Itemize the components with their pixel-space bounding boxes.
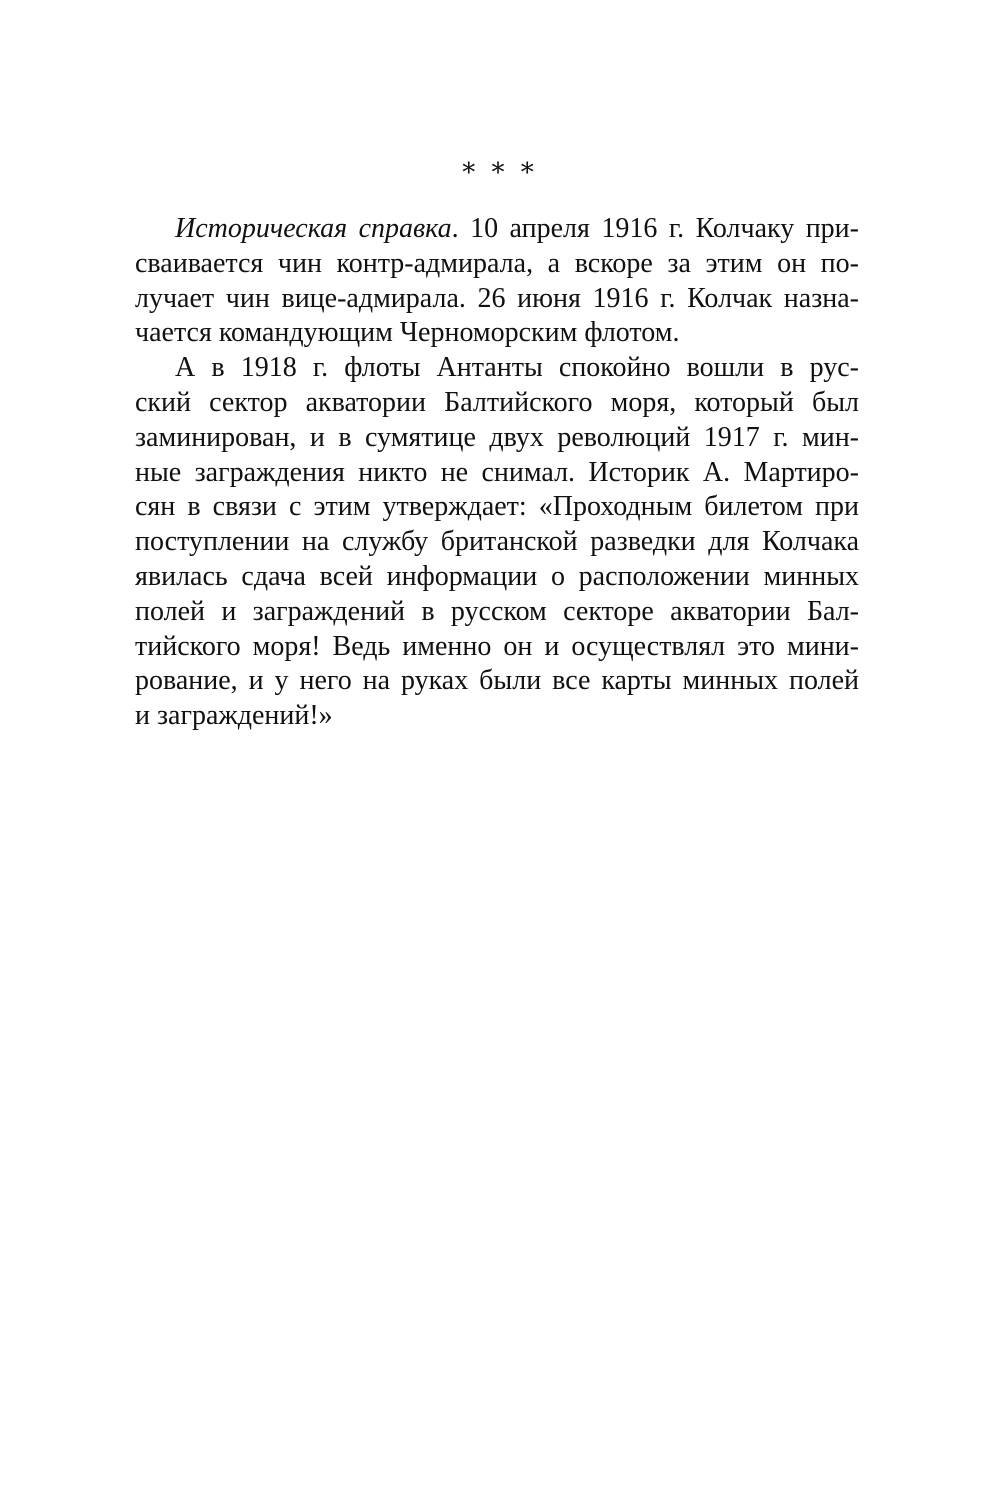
paragraph-2-line-11: и заграждений!» [135,700,333,732]
paragraph-2-line-3: заминирован, и в сумятице двух революций 1917 г. мин- [135,421,859,453]
paragraph-1-line-2: сваивается чин контр-адмирала, а вскоре за этим он по- [135,247,859,279]
paragraph-2-line-10: рование, и у него на руках были все карты минных полей [135,665,859,697]
paragraph-2-line-7: явилась сдача всей информации о расположении минных [135,560,859,592]
lead-in-italic: Историческая справка [175,213,452,244]
paragraph-2-line-9: тийского моря! Ведь именно он и осуществлял это мини- [135,630,859,662]
section-separator: * * * [462,158,538,188]
paragraph-2-line-4: ные заграждения никто не снимал. Историк А. Мартиро- [135,456,859,488]
body-text [135,212,859,734]
paragraph-2-line-2: ский сектор акватории Балтийского моря, который был [135,386,859,418]
paragraph-2-line-1: А в 1918 г. флоты Антанты спокойно вошли в рус- [175,352,859,384]
paragraph-1-line-4: чается командующим Черноморским флотом. [135,317,680,349]
paragraph-2-line-6: поступлении на службу британской разведки для Колчака [135,526,859,558]
paragraph-2-line-5: сян в связи с этим утверждает: «Проходным билетом при [135,491,859,523]
paragraph-1-line-1 [135,212,859,247]
line-text: . 10 апреля 1916 г. Колчаку при- [451,213,859,244]
paragraph-2-line-8: полей и заграждений в русском секторе акватории Бал- [135,595,859,627]
paragraph-1-line-3: лучает чин вице-адмирала. 26 июня 1916 г. Колчак назна- [135,282,859,314]
